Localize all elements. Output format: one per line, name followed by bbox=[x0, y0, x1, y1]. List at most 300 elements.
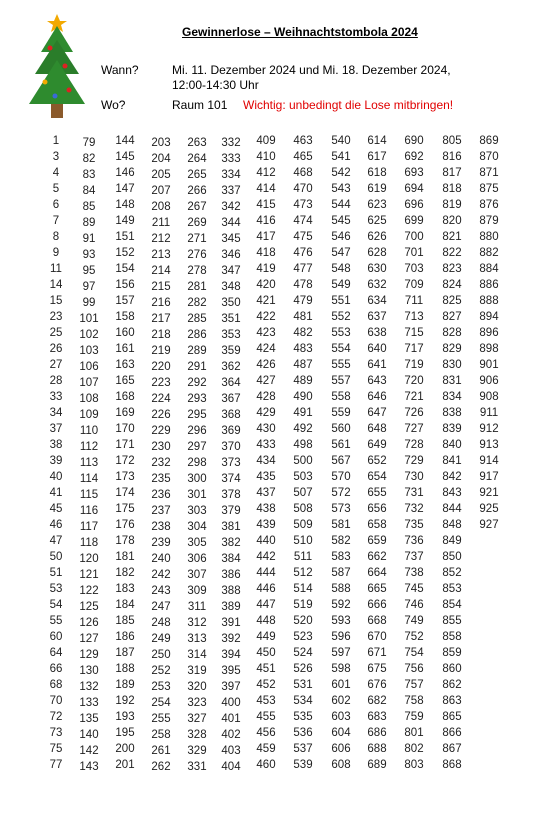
lot-number: 307 bbox=[187, 569, 207, 581]
lot-number: 437 bbox=[256, 487, 276, 499]
lot-number: 149 bbox=[115, 215, 135, 227]
number-column bbox=[394, 133, 434, 773]
lot-number: 420 bbox=[256, 279, 276, 291]
when-date: Mi. 11. Dezember 2024 und Mi. 18. Dezember 2024, bbox=[172, 63, 451, 77]
lot-number: 230 bbox=[151, 441, 171, 453]
lot-number: 174 bbox=[115, 487, 135, 499]
lot-number: 427 bbox=[256, 375, 276, 387]
lot-number: 282 bbox=[187, 297, 207, 309]
lot-number: 125 bbox=[79, 601, 99, 613]
lot-number: 479 bbox=[293, 295, 313, 307]
lot-number: 26 bbox=[49, 343, 63, 355]
lot-number: 884 bbox=[479, 263, 499, 275]
lot-number: 850 bbox=[442, 551, 462, 563]
lot-number: 374 bbox=[221, 473, 241, 485]
lot-number: 175 bbox=[115, 503, 135, 515]
lot-number: 465 bbox=[293, 151, 313, 163]
lot-number: 567 bbox=[331, 455, 351, 467]
number-column bbox=[105, 133, 145, 773]
lot-number: 665 bbox=[367, 583, 387, 595]
lot-number: 544 bbox=[331, 199, 351, 211]
lot-number: 543 bbox=[331, 183, 351, 195]
lot-number: 537 bbox=[293, 743, 313, 755]
lot-number: 829 bbox=[442, 343, 462, 355]
lot-number: 215 bbox=[151, 281, 171, 293]
lot-number: 654 bbox=[367, 471, 387, 483]
lot-number: 163 bbox=[115, 359, 135, 371]
lot-number: 66 bbox=[49, 663, 63, 675]
where-label: Wo? bbox=[101, 98, 126, 112]
lot-number: 721 bbox=[404, 391, 424, 403]
lot-number: 184 bbox=[115, 599, 135, 611]
lot-number: 875 bbox=[479, 183, 499, 195]
lot-number: 243 bbox=[151, 585, 171, 597]
lot-number: 859 bbox=[442, 647, 462, 659]
lot-number: 187 bbox=[115, 647, 135, 659]
lot-number: 54 bbox=[49, 599, 63, 611]
lot-number: 561 bbox=[331, 439, 351, 451]
lot-number: 489 bbox=[293, 375, 313, 387]
lot-number: 460 bbox=[256, 759, 276, 771]
lot-number: 421 bbox=[256, 295, 276, 307]
lot-number: 201 bbox=[115, 759, 135, 771]
lot-number: 165 bbox=[115, 375, 135, 387]
lot-number: 293 bbox=[187, 393, 207, 405]
lot-number: 573 bbox=[331, 503, 351, 515]
lot-number: 572 bbox=[331, 487, 351, 499]
lot-number: 41 bbox=[49, 487, 63, 499]
lot-number: 666 bbox=[367, 599, 387, 611]
lot-number: 701 bbox=[404, 247, 424, 259]
lot-number: 107 bbox=[79, 377, 99, 389]
lot-number: 459 bbox=[256, 743, 276, 755]
lot-number: 171 bbox=[115, 439, 135, 451]
lot-number: 235 bbox=[151, 473, 171, 485]
lot-number: 395 bbox=[221, 665, 241, 677]
lot-number: 510 bbox=[293, 535, 313, 547]
lot-number: 320 bbox=[187, 681, 207, 693]
lot-number: 409 bbox=[256, 135, 276, 147]
lot-number: 303 bbox=[187, 505, 207, 517]
lot-number: 426 bbox=[256, 359, 276, 371]
lot-number: 93 bbox=[82, 249, 96, 261]
lot-number: 735 bbox=[404, 519, 424, 531]
lot-number: 731 bbox=[404, 487, 424, 499]
lot-number: 236 bbox=[151, 489, 171, 501]
lot-number: 838 bbox=[442, 407, 462, 419]
lot-number: 342 bbox=[221, 201, 241, 213]
lot-number: 487 bbox=[293, 359, 313, 371]
lot-number: 14 bbox=[49, 279, 63, 291]
lot-number: 263 bbox=[187, 137, 207, 149]
lot-number: 151 bbox=[115, 231, 135, 243]
number-column bbox=[211, 135, 251, 775]
lot-number: 828 bbox=[442, 327, 462, 339]
lot-number: 224 bbox=[151, 393, 171, 405]
lot-number: 37 bbox=[49, 423, 63, 435]
lot-number: 25 bbox=[49, 327, 63, 339]
lot-number: 297 bbox=[187, 441, 207, 453]
lot-number: 839 bbox=[442, 423, 462, 435]
lot-number: 248 bbox=[151, 617, 171, 629]
lot-number: 169 bbox=[115, 407, 135, 419]
lot-number: 331 bbox=[187, 761, 207, 773]
lot-number: 693 bbox=[404, 167, 424, 179]
lot-number: 927 bbox=[479, 519, 499, 531]
lot-number: 468 bbox=[293, 167, 313, 179]
lot-number: 618 bbox=[367, 167, 387, 179]
lot-number: 841 bbox=[442, 455, 462, 467]
lot-number: 824 bbox=[442, 279, 462, 291]
lot-number: 216 bbox=[151, 297, 171, 309]
lot-number: 626 bbox=[367, 231, 387, 243]
lot-number: 423 bbox=[256, 327, 276, 339]
lot-number: 498 bbox=[293, 439, 313, 451]
lot-number: 120 bbox=[79, 553, 99, 565]
lot-number: 906 bbox=[479, 375, 499, 387]
lot-number: 367 bbox=[221, 393, 241, 405]
lot-number: 351 bbox=[221, 313, 241, 325]
lot-number: 311 bbox=[187, 601, 207, 613]
lot-number: 546 bbox=[331, 231, 351, 243]
lot-number: 226 bbox=[151, 409, 171, 421]
lot-number: 53 bbox=[49, 583, 63, 595]
lot-number: 85 bbox=[82, 201, 96, 213]
lot-number: 101 bbox=[79, 313, 99, 325]
lot-number: 520 bbox=[293, 615, 313, 627]
lot-number: 511 bbox=[293, 551, 313, 563]
when-label: Wann? bbox=[101, 63, 139, 77]
lot-number: 189 bbox=[115, 679, 135, 691]
lot-number: 474 bbox=[293, 215, 313, 227]
lot-number: 451 bbox=[256, 663, 276, 675]
lot-number: 72 bbox=[49, 711, 63, 723]
lot-number: 662 bbox=[367, 551, 387, 563]
lot-number: 816 bbox=[442, 151, 462, 163]
lot-number: 73 bbox=[49, 727, 63, 739]
lot-number: 596 bbox=[331, 631, 351, 643]
lot-number: 417 bbox=[256, 231, 276, 243]
lot-number: 638 bbox=[367, 327, 387, 339]
lot-number: 84 bbox=[82, 185, 96, 197]
lot-number: 587 bbox=[331, 567, 351, 579]
lot-number: 109 bbox=[79, 409, 99, 421]
lot-number: 348 bbox=[221, 281, 241, 293]
lot-number: 247 bbox=[151, 601, 171, 613]
lot-number: 292 bbox=[187, 377, 207, 389]
lot-number: 265 bbox=[187, 169, 207, 181]
lot-number: 121 bbox=[79, 569, 99, 581]
lot-number: 882 bbox=[479, 247, 499, 259]
lot-number: 559 bbox=[331, 407, 351, 419]
lot-number: 113 bbox=[79, 457, 99, 469]
lot-number: 350 bbox=[221, 297, 241, 309]
lot-number: 652 bbox=[367, 455, 387, 467]
lot-number: 276 bbox=[187, 249, 207, 261]
lot-number: 176 bbox=[115, 519, 135, 531]
lot-number: 47 bbox=[49, 535, 63, 547]
lot-number: 801 bbox=[404, 727, 424, 739]
lot-number: 694 bbox=[404, 183, 424, 195]
lot-number: 205 bbox=[151, 169, 171, 181]
lot-number: 531 bbox=[293, 679, 313, 691]
lot-number: 422 bbox=[256, 311, 276, 323]
lot-number: 822 bbox=[442, 247, 462, 259]
lot-number: 410 bbox=[256, 151, 276, 163]
lot-number: 450 bbox=[256, 647, 276, 659]
lot-number: 144 bbox=[115, 135, 135, 147]
lot-number: 452 bbox=[256, 679, 276, 691]
lot-number: 45 bbox=[49, 503, 63, 515]
lot-number: 647 bbox=[367, 407, 387, 419]
lot-number: 729 bbox=[404, 455, 424, 467]
lot-number: 28 bbox=[49, 375, 63, 387]
lot-number: 428 bbox=[256, 391, 276, 403]
lot-number: 156 bbox=[115, 279, 135, 291]
lot-number: 603 bbox=[331, 711, 351, 723]
lot-number: 715 bbox=[404, 327, 424, 339]
lot-number: 200 bbox=[115, 743, 135, 755]
lot-number: 281 bbox=[187, 281, 207, 293]
lot-number: 271 bbox=[187, 233, 207, 245]
lot-number: 582 bbox=[331, 535, 351, 547]
lot-number: 238 bbox=[151, 521, 171, 533]
lot-number: 625 bbox=[367, 215, 387, 227]
lot-number: 3 bbox=[52, 151, 60, 163]
lot-number: 364 bbox=[221, 377, 241, 389]
lot-number: 802 bbox=[404, 743, 424, 755]
lot-number: 289 bbox=[187, 345, 207, 357]
number-column bbox=[469, 133, 509, 533]
lot-number: 551 bbox=[331, 295, 351, 307]
lot-number: 193 bbox=[115, 711, 135, 723]
lot-number: 345 bbox=[221, 233, 241, 245]
lot-number: 719 bbox=[404, 359, 424, 371]
lot-number: 855 bbox=[442, 615, 462, 627]
lot-number: 242 bbox=[151, 569, 171, 581]
lot-number: 89 bbox=[82, 217, 96, 229]
lot-number: 614 bbox=[367, 135, 387, 147]
lot-number: 821 bbox=[442, 231, 462, 243]
lot-number: 477 bbox=[293, 263, 313, 275]
lot-number: 434 bbox=[256, 455, 276, 467]
lot-number: 539 bbox=[293, 759, 313, 771]
lot-number: 555 bbox=[331, 359, 351, 371]
lot-number: 446 bbox=[256, 583, 276, 595]
lot-number: 262 bbox=[151, 761, 171, 773]
lot-number: 852 bbox=[442, 567, 462, 579]
lot-number: 33 bbox=[49, 391, 63, 403]
lot-number: 261 bbox=[151, 745, 171, 757]
lot-number: 327 bbox=[187, 713, 207, 725]
lot-number: 703 bbox=[404, 263, 424, 275]
lot-number: 286 bbox=[187, 329, 207, 341]
lot-number: 545 bbox=[331, 215, 351, 227]
lot-number: 117 bbox=[79, 521, 99, 533]
lot-number: 901 bbox=[479, 359, 499, 371]
lot-number: 347 bbox=[221, 265, 241, 277]
lot-number: 440 bbox=[256, 535, 276, 547]
lot-number: 424 bbox=[256, 343, 276, 355]
lot-number: 110 bbox=[79, 425, 99, 437]
lot-number: 258 bbox=[151, 729, 171, 741]
lot-number: 404 bbox=[221, 761, 241, 773]
lot-number: 181 bbox=[115, 551, 135, 563]
lot-number: 844 bbox=[442, 503, 462, 515]
lot-number: 463 bbox=[293, 135, 313, 147]
lot-number: 402 bbox=[221, 729, 241, 741]
lot-number: 617 bbox=[367, 151, 387, 163]
lot-number: 158 bbox=[115, 311, 135, 323]
lot-number: 433 bbox=[256, 439, 276, 451]
lot-number: 220 bbox=[151, 361, 171, 373]
lot-number: 853 bbox=[442, 583, 462, 595]
lot-number: 170 bbox=[115, 423, 135, 435]
lot-number: 646 bbox=[367, 391, 387, 403]
lot-number: 55 bbox=[49, 615, 63, 627]
lot-number: 557 bbox=[331, 375, 351, 387]
lot-number: 173 bbox=[115, 471, 135, 483]
lot-number: 482 bbox=[293, 327, 313, 339]
lot-number: 540 bbox=[331, 135, 351, 147]
lot-number: 549 bbox=[331, 279, 351, 291]
lot-number: 306 bbox=[187, 553, 207, 565]
lot-number: 912 bbox=[479, 423, 499, 435]
lot-number: 478 bbox=[293, 279, 313, 291]
lot-number: 51 bbox=[49, 567, 63, 579]
number-column bbox=[283, 133, 323, 773]
lot-number: 314 bbox=[187, 649, 207, 661]
lot-number: 40 bbox=[49, 471, 63, 483]
lot-number: 38 bbox=[49, 439, 63, 451]
warning-note: Wichtig: unbedingt die Lose mitbringen! bbox=[243, 98, 454, 112]
lot-number: 384 bbox=[221, 553, 241, 565]
lot-number: 8 bbox=[52, 231, 60, 243]
lot-number: 334 bbox=[221, 169, 241, 181]
lot-number: 640 bbox=[367, 343, 387, 355]
lot-number: 182 bbox=[115, 567, 135, 579]
lot-number: 217 bbox=[151, 313, 171, 325]
lot-number: 103 bbox=[79, 345, 99, 357]
lot-number: 7 bbox=[52, 215, 60, 227]
lot-number: 161 bbox=[115, 343, 135, 355]
lot-number: 658 bbox=[367, 519, 387, 531]
lot-number: 378 bbox=[221, 489, 241, 501]
lot-number: 127 bbox=[79, 633, 99, 645]
lot-number: 418 bbox=[256, 247, 276, 259]
lot-number: 195 bbox=[115, 727, 135, 739]
lot-number: 623 bbox=[367, 199, 387, 211]
lot-number: 717 bbox=[404, 343, 424, 355]
lot-number: 524 bbox=[293, 647, 313, 659]
lot-number: 381 bbox=[221, 521, 241, 533]
lot-number: 400 bbox=[221, 697, 241, 709]
lot-number: 848 bbox=[442, 519, 462, 531]
lot-number: 160 bbox=[115, 327, 135, 339]
lot-number: 300 bbox=[187, 473, 207, 485]
lot-number: 168 bbox=[115, 391, 135, 403]
lot-number: 756 bbox=[404, 663, 424, 675]
lot-number: 490 bbox=[293, 391, 313, 403]
lot-number: 840 bbox=[442, 439, 462, 451]
lot-number: 643 bbox=[367, 375, 387, 387]
lot-number: 346 bbox=[221, 249, 241, 261]
lot-number: 6 bbox=[52, 199, 60, 211]
lot-number: 75 bbox=[49, 743, 63, 755]
lot-number: 229 bbox=[151, 425, 171, 437]
lot-number: 834 bbox=[442, 391, 462, 403]
lot-number: 82 bbox=[82, 153, 96, 165]
lot-number: 470 bbox=[293, 183, 313, 195]
lot-number: 403 bbox=[221, 745, 241, 757]
lot-number: 738 bbox=[404, 567, 424, 579]
lot-number: 218 bbox=[151, 329, 171, 341]
lot-number: 507 bbox=[293, 487, 313, 499]
lot-number: 39 bbox=[49, 455, 63, 467]
lot-number: 886 bbox=[479, 279, 499, 291]
lot-number: 414 bbox=[256, 183, 276, 195]
lot-number: 312 bbox=[187, 617, 207, 629]
lot-number: 483 bbox=[293, 343, 313, 355]
lot-number: 606 bbox=[331, 743, 351, 755]
lot-number: 818 bbox=[442, 183, 462, 195]
lot-number: 223 bbox=[151, 377, 171, 389]
lot-number: 147 bbox=[115, 183, 135, 195]
lot-number: 34 bbox=[49, 407, 63, 419]
lot-number: 547 bbox=[331, 247, 351, 259]
lot-number: 519 bbox=[293, 599, 313, 611]
lot-number: 389 bbox=[221, 601, 241, 613]
lot-number: 630 bbox=[367, 263, 387, 275]
lot-number: 1 bbox=[52, 135, 60, 147]
lot-number: 632 bbox=[367, 279, 387, 291]
lot-number: 500 bbox=[293, 455, 313, 467]
lot-number: 911 bbox=[479, 407, 499, 419]
when-time: 12:00-14:30 Uhr bbox=[172, 78, 259, 92]
lot-number: 106 bbox=[79, 361, 99, 373]
lot-number: 298 bbox=[187, 457, 207, 469]
lot-number: 805 bbox=[442, 135, 462, 147]
lot-number: 503 bbox=[293, 471, 313, 483]
lot-number: 416 bbox=[256, 215, 276, 227]
lot-number: 746 bbox=[404, 599, 424, 611]
lot-number: 867 bbox=[442, 743, 462, 755]
lot-number: 548 bbox=[331, 263, 351, 275]
lot-number: 455 bbox=[256, 711, 276, 723]
lot-number: 130 bbox=[79, 665, 99, 677]
lot-number: 854 bbox=[442, 599, 462, 611]
lot-number: 412 bbox=[256, 167, 276, 179]
lot-number: 232 bbox=[151, 457, 171, 469]
lot-number: 264 bbox=[187, 153, 207, 165]
lot-number: 239 bbox=[151, 537, 171, 549]
lot-number: 79 bbox=[82, 137, 96, 149]
lot-number: 337 bbox=[221, 185, 241, 197]
lot-number: 583 bbox=[331, 551, 351, 563]
lot-number: 526 bbox=[293, 663, 313, 675]
lot-number: 913 bbox=[479, 439, 499, 451]
lot-number: 192 bbox=[115, 695, 135, 707]
lot-number: 823 bbox=[442, 263, 462, 275]
lot-number: 871 bbox=[479, 167, 499, 179]
lot-number: 676 bbox=[367, 679, 387, 691]
lot-number: 914 bbox=[479, 455, 499, 467]
lot-number: 267 bbox=[187, 201, 207, 213]
lot-number: 449 bbox=[256, 631, 276, 643]
lot-number: 671 bbox=[367, 647, 387, 659]
lot-number: 397 bbox=[221, 681, 241, 693]
lot-number: 896 bbox=[479, 327, 499, 339]
